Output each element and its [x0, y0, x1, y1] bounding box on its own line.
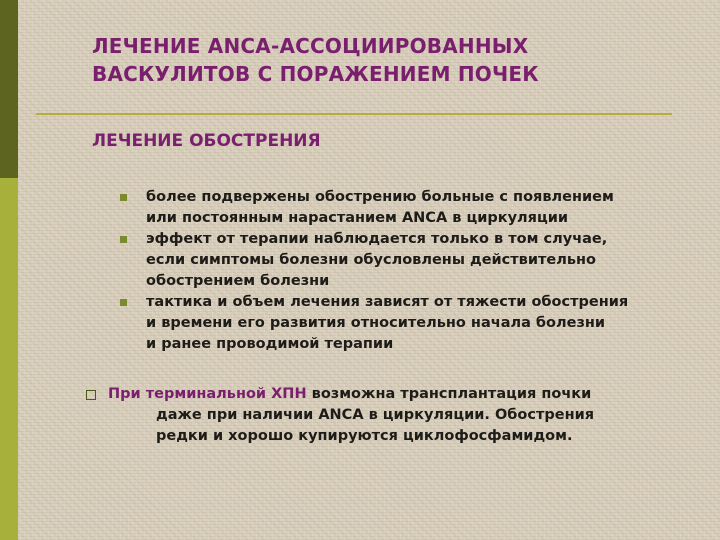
list-item-text: тактика и объем лечения зависят от тяжести обострения и времени его развития относительно начала болезни и ранее проводимой терапии — [146, 294, 629, 352]
main-point-line-3: редки и хорошо купируются циклофосфамидом. — [156, 428, 573, 444]
main-point-text — [108, 384, 688, 447]
title-line-1: ЛЕЧЕНИЕ ANCA-АССОЦИИРОВАННЫХ — [92, 34, 529, 58]
list-item — [120, 187, 700, 229]
title-line-2: ВАСКУЛИТОВ С ПОРАЖЕНИЕМ ПОЧЕК — [92, 62, 539, 86]
main-point-line-2: даже при наличии ANCA в циркуляции. Обострения — [156, 407, 595, 423]
slide-title — [92, 32, 652, 88]
list-item — [120, 292, 700, 355]
left-bar-light — [0, 178, 18, 540]
square-bullet-icon — [120, 194, 127, 201]
hollow-square-bullet-icon — [86, 390, 96, 400]
square-bullet-icon — [120, 299, 127, 306]
main-point-highlight: При терминальной ХПН — [108, 386, 307, 402]
left-bar-dark — [0, 0, 18, 178]
bullet-list — [120, 187, 700, 355]
list-item-text: эффект от терапии наблюдается только в том случае, если симптомы болезни обусловлены действительно обострением болезни — [146, 231, 608, 289]
main-point-line-1-rest: возможна трансплантация почки — [306, 386, 592, 402]
main-point-line-1 — [108, 384, 688, 405]
square-bullet-icon — [120, 236, 127, 243]
section-heading: ЛЕЧЕНИЕ ОБОСТРЕНИЯ — [92, 131, 321, 151]
title-divider — [36, 113, 672, 115]
list-item — [120, 229, 700, 292]
list-item-text: более подвержены обострению больные с появлением или постоянным нарастанием ANCA в циркуляции — [146, 189, 614, 226]
